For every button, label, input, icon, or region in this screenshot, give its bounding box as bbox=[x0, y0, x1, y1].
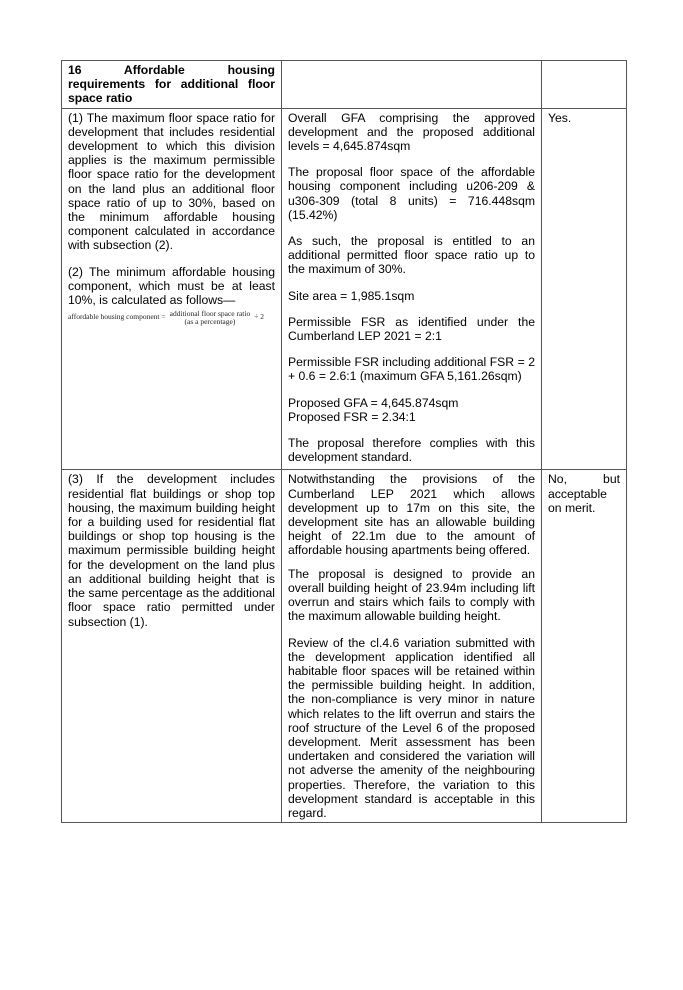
formula-fraction bbox=[170, 310, 251, 326]
formula-divisor: ÷ 2 bbox=[254, 312, 264, 322]
assessment-paragraph: The proposal therefore complies with this development standard. bbox=[288, 436, 535, 465]
assessment-paragraph: As such, the proposal is entitled to an additional permitted floor space ratio up to the maximum of 30%. bbox=[288, 234, 535, 277]
assessment-paragraph: Proposed FSR = 2.34:1 bbox=[288, 409, 416, 424]
assessment-paragraph: The proposal floor space of the affordable housing component including u206-209 & u306-309 (total 8 units) = 716.448sqm (15.42%) bbox=[288, 165, 535, 222]
empty-cell bbox=[282, 61, 542, 109]
assessment-paragraph: Overall GFA comprising the approved development and the proposed additional levels = 4,645.874sqm bbox=[288, 110, 535, 154]
formula-lhs: affordable housing component = bbox=[68, 312, 166, 322]
clause-cell bbox=[62, 108, 282, 470]
assessment-paragraph: The proposal is designed to provide an overall building height of 23.94m including lift overrun and stairs which fails to comply with the maximum allowable building height. bbox=[288, 566, 535, 624]
compliance-status: No, but acceptable on merit. bbox=[548, 472, 620, 515]
clause-text: (1) The maximum floor space ratio for development that includes residential development to which this division applies is the maximum permissible floor space ratio for the development on the land plus an additional floor space ratio of up to 30%, based on the minimum affordable housing component calculated in accordance with subsection (2). bbox=[68, 110, 275, 253]
assessment-paragraph: Proposed GFA = 4,645.874sqm bbox=[288, 395, 459, 410]
heading-row bbox=[62, 61, 627, 109]
clause-cell bbox=[62, 470, 282, 823]
assessment-paragraph: Notwithstanding the provisions of the Cumberland LEP 2021 which allows development up to 17m on this site, the development site has an allowable building height of 22.1m due to the amount of affordable housing apartments being offered. bbox=[288, 472, 535, 558]
clause-text: (2) The minimum affordable housing component, which must be at least 10%, is calculated as follows— bbox=[68, 264, 275, 308]
compliance-table bbox=[61, 60, 627, 823]
assessment-cell bbox=[282, 470, 542, 823]
clause-heading: 16 Affordable housing requirements for additional floor space ratio bbox=[68, 63, 275, 106]
empty-cell bbox=[542, 61, 627, 109]
compliance-status: Yes. bbox=[548, 110, 572, 125]
assessment-paragraph: Review of the cl.4.6 variation submitted with the development application identified all habitable floor spaces will be retained within the permissible building height. In addition, the non-compliance is very minor in nature which relates to the lift overrun and stairs the roof structure of the Level 6 of the proposed development. Merit assessment has been undertaken and considered the variation will not adverse the amenity of the neighbouring properties. Therefore, the variation to this development standard is acceptable in this regard. bbox=[288, 635, 535, 820]
compliance-cell bbox=[542, 108, 627, 470]
affordable-housing-formula bbox=[68, 310, 275, 326]
assessment-paragraph: Site area = 1,985.1sqm bbox=[288, 288, 415, 303]
clause-text: (3) If the development includes residential flat buildings or shop top housing, the maximum building height for a building used for residential flat buildings or shop top housing is the maximum permissible building height for the development on the land plus an additional building height that is the same percentage as the additional floor space ratio permitted under subsection (1). bbox=[68, 472, 275, 629]
assessment-paragraph: Permissible FSR including additional FSR = 2 + 0.6 = 2.6:1 (maximum GFA 5,161.26sqm) bbox=[288, 355, 535, 384]
assessment-cell bbox=[282, 108, 542, 470]
formula-numerator: additional floor space ratio bbox=[169, 309, 251, 319]
assessment-paragraph: Permissible FSR as identified under the Cumberland LEP 2021 = 2:1 bbox=[288, 314, 535, 344]
clause-heading-cell bbox=[62, 61, 282, 109]
compliance-cell bbox=[542, 470, 627, 823]
table-row bbox=[62, 108, 627, 470]
table-row bbox=[62, 470, 627, 823]
formula-denominator: (as a percentage) bbox=[184, 317, 236, 327]
